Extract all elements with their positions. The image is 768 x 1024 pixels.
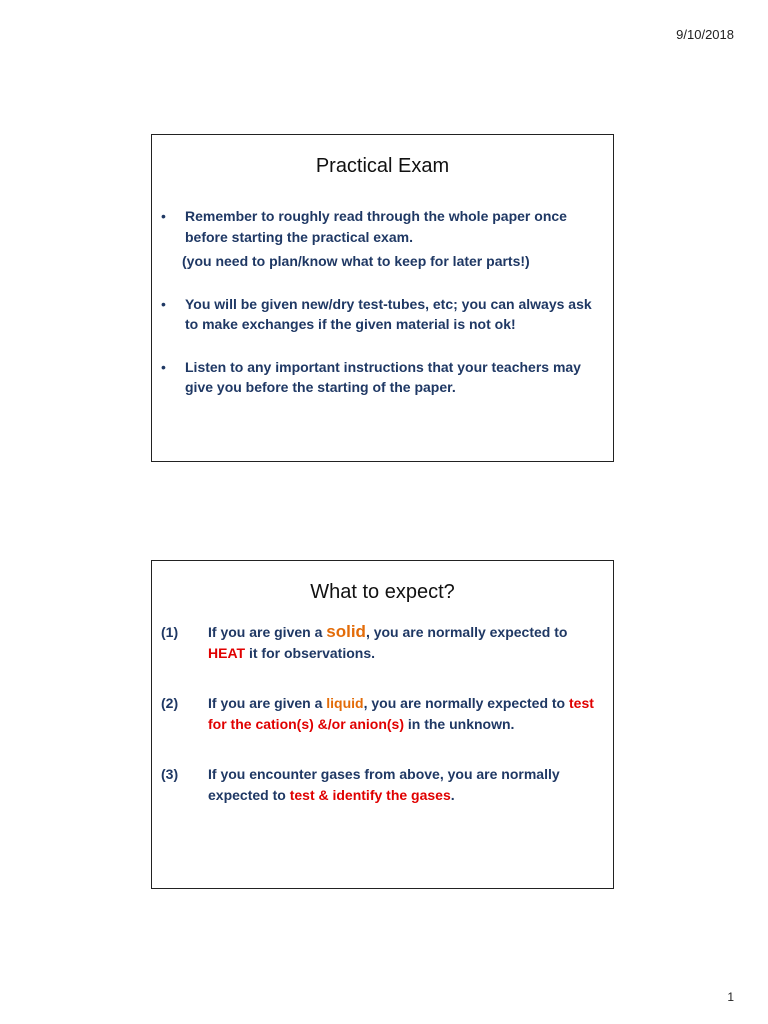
item-text: If you are given a [208,695,327,711]
emphasis-test-ions: test for the cation(s) &/or anion(s) [208,695,594,732]
numbered-item [152,622,613,663]
item-number: (1) [161,624,179,640]
item-text: If you are given a [208,624,327,640]
emphasis-heat: HEAT [208,644,246,661]
bullet-text: Remember to roughly read through the whole paper once before starting the practical exam. [185,208,567,245]
slide-title: What to expect? [310,581,455,603]
item-text: in the unknown. [404,715,515,732]
item-number: (2) [161,695,179,711]
emphasis-test-gases: test & identify the gases [289,786,451,803]
bullet-dot-icon: • [161,295,166,312]
bullet-list [152,206,613,398]
slide-practical-exam [151,134,614,462]
item-text: , you are normally expected to [363,695,569,711]
bullet-subnote [152,251,613,272]
bullet-item [152,206,613,247]
bullet-text: You will be given new/dry test-tubes, etc; you can always ask to make exchanges if the given material is not ok! [185,295,592,332]
keyword-solid: solid [326,622,366,641]
slide-title: Practical Exam [315,155,450,177]
item-number: (3) [161,766,179,782]
bullet-dot-icon: • [161,358,166,375]
numbered-item [152,693,613,734]
bullet-text: Listen to any important instructions that your teachers may give you before the starting of the paper. [185,358,581,395]
print-date: 9/10/2018 [676,27,734,42]
page-number: 1 [727,990,734,1004]
bullet-dot-icon: • [161,208,166,224]
keyword-liquid: liquid [326,695,364,711]
item-text: . [450,786,455,803]
item-text: If you encounter gases from above, you are normally expected to [208,766,560,803]
numbered-list [152,622,613,805]
bullet-item [152,357,613,398]
bullet-item [152,294,613,335]
bullet-subnote-text: (you need to plan/know what to keep for later parts!) [182,253,530,269]
numbered-item [152,764,613,805]
item-text: , you are normally expected to [365,624,568,640]
slide-what-to-expect [151,560,614,889]
item-text: it for observations. [245,644,375,661]
